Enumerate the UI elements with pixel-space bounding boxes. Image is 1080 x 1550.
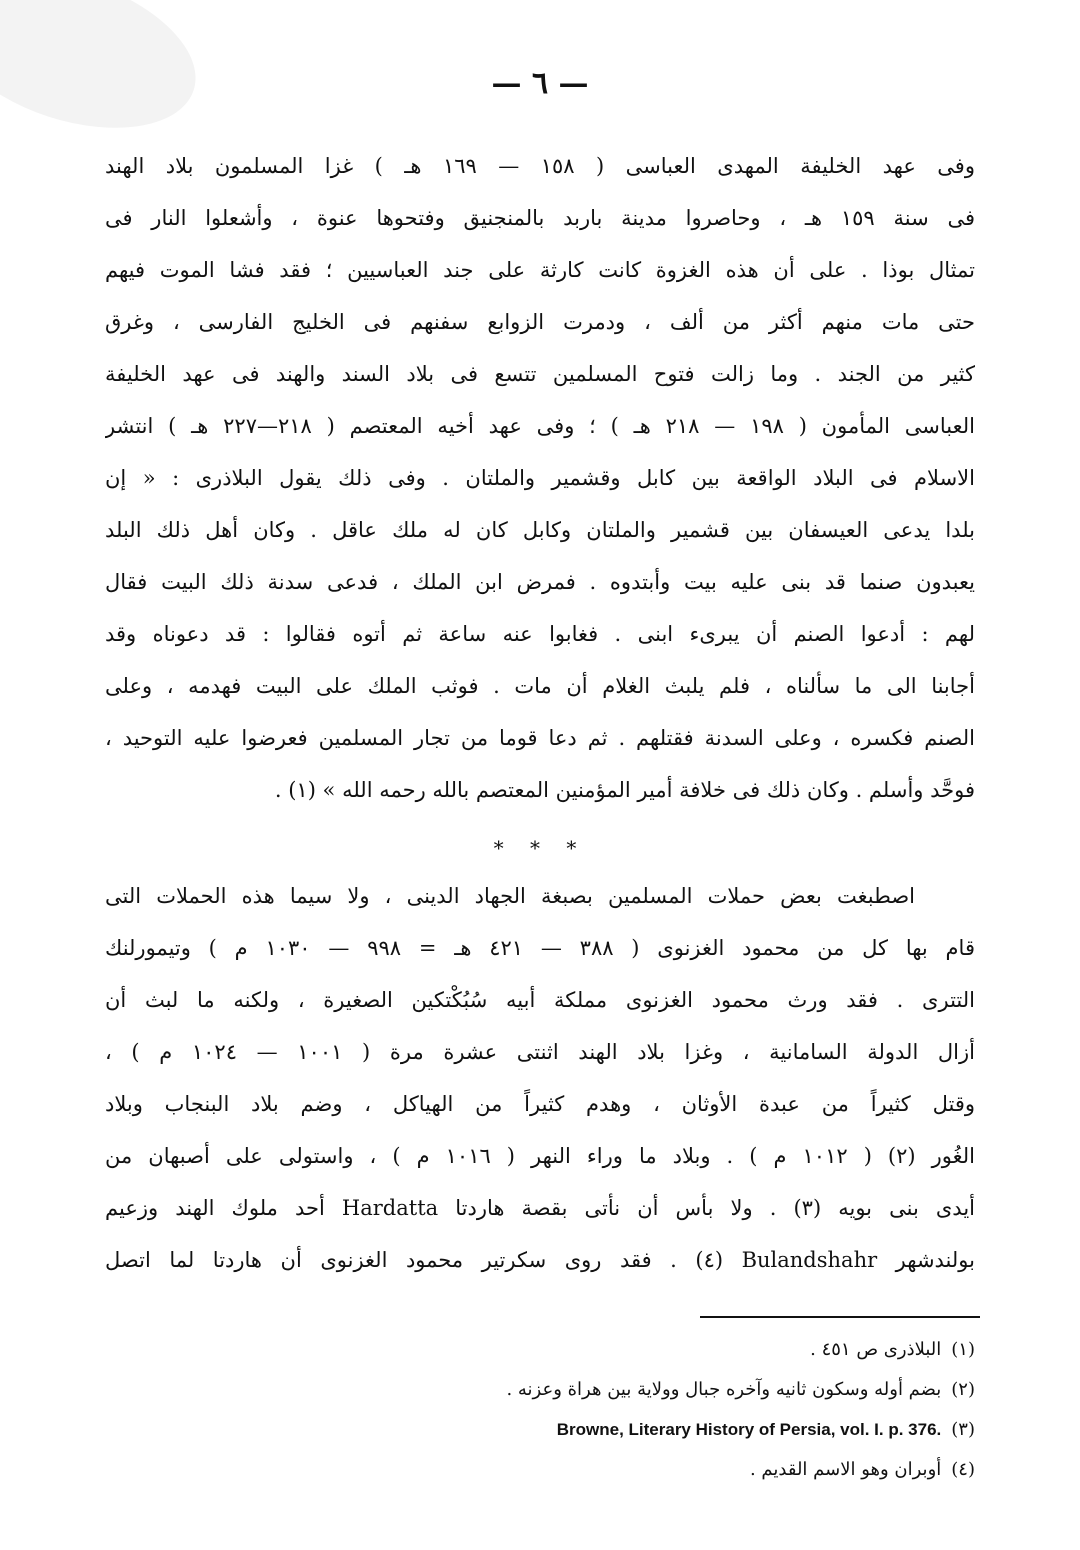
footnote-1 [105, 1330, 975, 1370]
text-line: قام بها كل من محمود الغزنوى ( ٣٨٨ — ٤٢١ هـ = ٩٩٨ — ١٠٣٠ م ) وتيمورلنك [105, 936, 975, 960]
text-line: كثير من الجند . وما زالت فتوح المسلمين تتسع فى بلاد السند والهند فى عهد الخليفة [105, 362, 975, 386]
footnote-number: (٣) [951, 1419, 975, 1440]
footnotes [105, 1330, 975, 1490]
text-line: أزال الدولة السامانية ، وغزا بلاد الهند اثنتى عشرة مرة ( ١٠٠١ — ١٠٢٤ م ) ، [105, 1040, 975, 1064]
footnote-text: Browne, Literary History of Persia, vol. I. p. 376. [556, 1420, 942, 1439]
text-line: لهم : أدعوا الصنم أن يبرىء ابنى . فغابوا عنه ساعة ثم أتوه فقالوا : قد دعوناه وقد [105, 622, 975, 646]
text-line: بولندشهر Bulandshahr (٤) . فقد روى سكرتير محمود الغزنوى أن هاردتا لما اتصل [105, 1248, 975, 1272]
footnote-text: البلاذرى ص ٤٥١ . [810, 1339, 942, 1360]
text-line: فوحَّد وأسلم . وكان ذلك فى خلافة أمير المؤمنين المعتصم بالله رحمه الله » (١) . [274, 778, 975, 802]
text-line: فى سنة ١٥٩ هـ ، وحاصروا مدينة باربد بالمنجنيق وفتحوها عنوة ، وأشعلوا النار فى [105, 206, 975, 230]
footnote-text: أوبران وهو الاسم القديم . [749, 1459, 942, 1480]
text-line: أجابنا الى ما سألناه ، فلم يلبث الغلام أن مات . فوثب الملك على البيت فهدمه ، وعلى [105, 674, 975, 698]
page-number: — ٦ — [491, 66, 589, 101]
paragraph-1 [105, 140, 975, 816]
text-line: الاسلام فى البلاد الواقعة بين كابل وقشمير والملتان . وفى ذلك يقول البلاذرى : « إن [105, 466, 975, 490]
text-line: اصطبغت بعض حملات المسلمين بصبغة الجهاد الدينى ، ولا سيما هذه الحملات التى [105, 884, 915, 908]
text-line: الغُور (٢) ( ١٠١٢ م ) . وبلاد ما وراء النهر ( ١٠١٦ م ) ، واستولى على أصبهان من [105, 1144, 975, 1168]
footnote-3 [105, 1410, 975, 1450]
text-line: وفى عهد الخليفة المهدى العباسى ( ١٥٨ — ١٦٩ هـ ) غزا المسلمون بلاد الهند [105, 154, 975, 178]
text-line: أيدى بنى بويه (٣) . ولا بأس أن نأتى بقصة هاردتا Hardatta أحد ملوك الهند وزعيم [105, 1196, 975, 1220]
text-line: تمثال بوذا . على أن هذه الغزوة كانت كارثة على جند العباسيين ؛ فقد فشا الموت فيهم [105, 258, 975, 282]
footnote-number: (٢) [951, 1379, 975, 1400]
text-line: بلدا يدعى العيسفان بين قشمير والملتان وكابل كان له ملك عاقل . وكان أهل ذلك البلد [105, 518, 975, 542]
text-line: حتى مات منهم أكثر من ألف ، ودمرت الزوابع سفنهم فى الخليج الفارسى ، وغرق [105, 310, 975, 334]
paragraph-2 [105, 870, 975, 1286]
text-line: وقتل كثيراً من عبدة الأوثان ، وهدم كثيراً من الهياكل ، وضم بلاد البنجاب وبلاد [105, 1092, 975, 1116]
text-line: الصنم فكسره ، وعلى السدنة فقتلهم . ثم دعا قوما من تجار المسلمين فعرضوا عليه التوحيد ، [105, 726, 975, 750]
footnote-4 [105, 1450, 975, 1490]
footnote-number: (٤) [951, 1459, 975, 1480]
section-separator: * * * [493, 836, 587, 860]
footnote-2 [105, 1370, 975, 1410]
footnote-rule [700, 1316, 980, 1318]
footnote-text: بضم أوله وسكون ثانيه وآخره جبال وولاية بين هراة وعزنه . [506, 1379, 942, 1400]
text-line: التترى . فقد ورث محمود الغزنوى مملكة أبيه سُبُكْتكين الصغيرة ، ولكنه ما لبث أن [105, 988, 975, 1012]
scan-smudge [0, 0, 215, 157]
footnote-number: (١) [951, 1339, 975, 1360]
text-line: العباسى المأمون ( ١٩٨ — ٢١٨ هـ ) ؛ وفى عهد أخيه المعتصم ( ٢١٨—٢٢٧ هـ ) انتشر [105, 414, 975, 438]
text-line: يعبدون صنما قد بنى عليه بيت وأبتدوه . فمرض ابن الملك ، فدعى سدنة ذلك البيت فقال [105, 570, 975, 594]
